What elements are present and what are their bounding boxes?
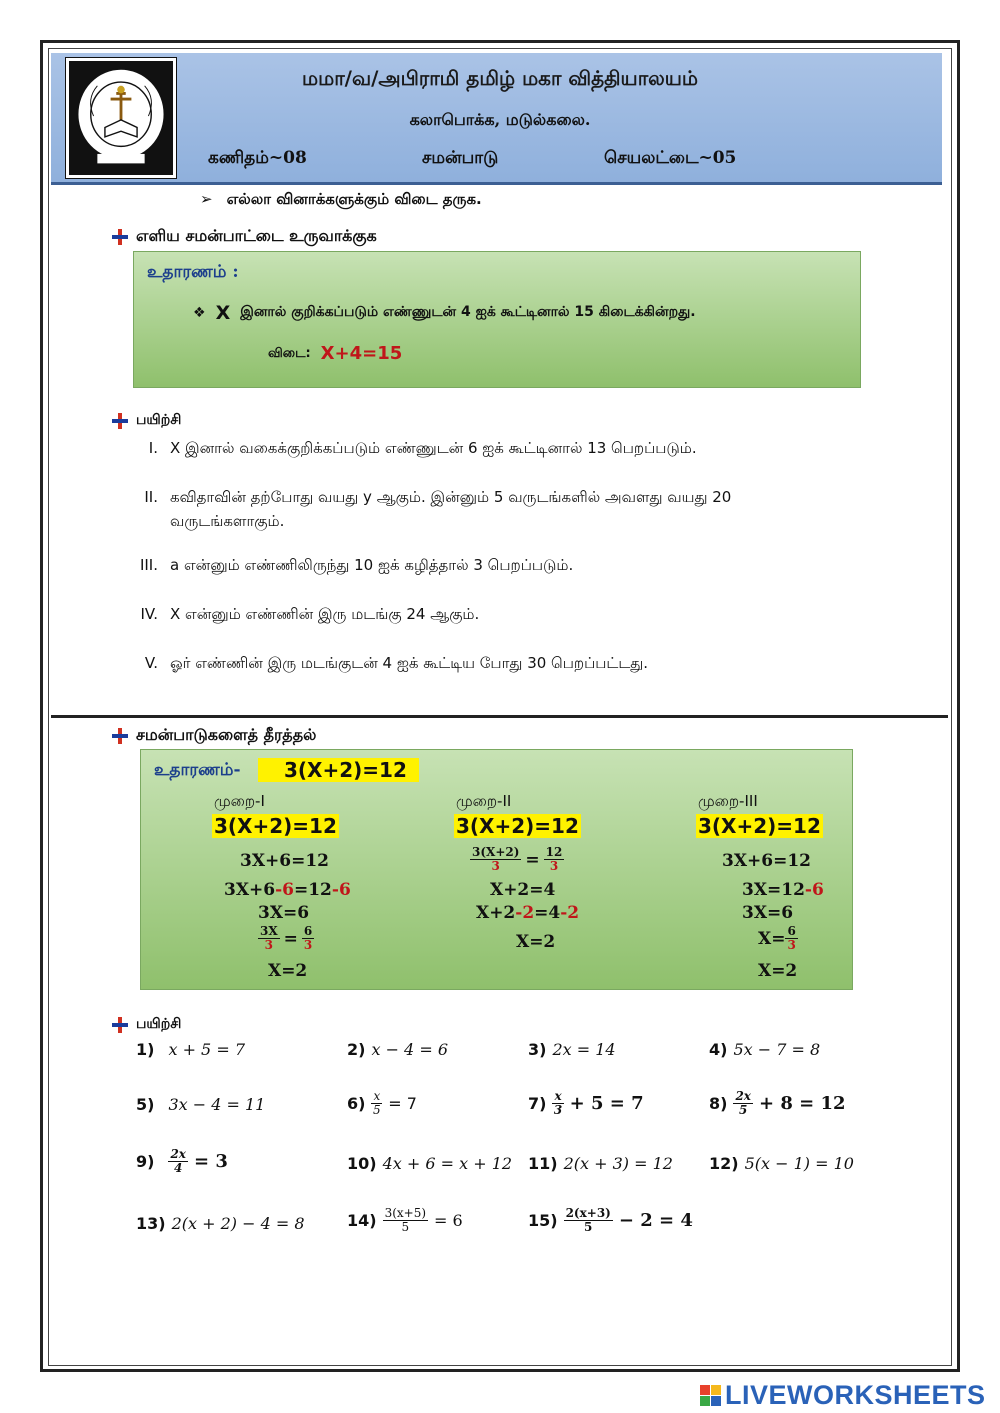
practice1-item xyxy=(130,485,860,535)
fraction xyxy=(470,846,521,873)
exercise-item xyxy=(347,1090,417,1117)
exercise-number: 10) xyxy=(347,1154,377,1173)
instruction xyxy=(200,190,482,210)
practice1-heading xyxy=(112,412,181,430)
exercise-item xyxy=(136,1148,228,1175)
exercise-item xyxy=(709,1090,846,1117)
exercise-rest: = 6 xyxy=(434,1211,463,1230)
exercise-number: 4) xyxy=(709,1040,728,1059)
fraction xyxy=(785,925,797,952)
numerator: x xyxy=(554,1089,562,1103)
denominator: 5 xyxy=(401,1220,410,1234)
numerator: 6 xyxy=(303,924,313,938)
exercise-item xyxy=(528,1090,644,1117)
method2-title: முறை-II xyxy=(456,792,512,810)
denominator: 3 xyxy=(787,938,796,952)
example2-equation: 3(X+2)=12 xyxy=(258,758,419,782)
step-part-red: -6 xyxy=(804,880,824,900)
numerator: 2x xyxy=(170,1147,186,1161)
denominator: 3 xyxy=(553,1103,563,1117)
numerator: 6 xyxy=(787,924,796,938)
exercise-number: 13) xyxy=(136,1214,166,1233)
step-part: =12 xyxy=(293,880,332,900)
liveworksheets-brand[interactable] xyxy=(700,1380,986,1411)
item-text: X என்னும் எண்ணின் இரு மடங்கு 24 ஆகும். xyxy=(170,605,480,623)
school-crest-icon xyxy=(69,61,173,175)
fraction xyxy=(371,1090,382,1117)
method2-answer: X=2 xyxy=(516,932,556,952)
practice2-heading-text: பயிற்சி xyxy=(136,1016,182,1032)
method1-step xyxy=(224,880,351,900)
exercise-item xyxy=(709,1040,820,1059)
item-number: I. xyxy=(148,439,158,457)
equals-sign: = xyxy=(525,849,540,870)
exercise-number: 6) xyxy=(347,1094,366,1113)
equals-sign: = xyxy=(283,928,298,949)
exercise-item xyxy=(347,1154,512,1173)
denominator: 5 xyxy=(584,1220,593,1234)
instruction-text: எல்லா வினாக்களுக்கும் விடை தருக. xyxy=(226,190,482,208)
method3-step: 3X=6 xyxy=(742,903,794,923)
example1-label: உதாரணம் : xyxy=(147,262,239,282)
exercise-number: 12) xyxy=(709,1154,739,1173)
method3-step: 3X+6=12 xyxy=(722,851,811,871)
exercise-expression: 5x − 7 = 8 xyxy=(733,1040,821,1059)
arrow-bullet-icon: ➢ xyxy=(200,190,213,208)
section2-heading-text: சமன்பாடுகளைத் தீரத்தல் xyxy=(136,725,317,744)
item-text: ஓர் எண்ணின் இரு மடங்குடன் 4 ஐக் கூட்டிய போது 30 பெறப்பட்டது. xyxy=(170,654,649,672)
fraction xyxy=(733,1090,753,1117)
item-text: கவிதாவின் தற்போது வயது y ஆகும். இன்னும் 5 வருடங்களில் அவளது வயது 20 xyxy=(170,488,732,506)
subject-label: கணிதம்~08 xyxy=(208,148,307,168)
section-divider xyxy=(51,715,948,718)
exercise-item xyxy=(136,1214,305,1233)
practice2-heading xyxy=(112,1016,181,1034)
exercise-number: 8) xyxy=(709,1094,728,1113)
plus-bullet-icon xyxy=(112,728,128,744)
method2-equation: 3(X+2)=12 xyxy=(456,814,579,838)
denominator: 3 xyxy=(491,859,500,873)
exercise-expression: 2x = 14 xyxy=(552,1040,616,1059)
denominator: 5 xyxy=(739,1103,748,1117)
exercise-number: 7) xyxy=(528,1094,547,1113)
fraction xyxy=(383,1207,428,1234)
item-text-continued: வருடங்களாகும். xyxy=(170,512,285,530)
method2-step xyxy=(476,903,579,923)
step-part-red: -6 xyxy=(275,880,294,900)
step-part: =4 xyxy=(534,903,561,923)
numerator: 12 xyxy=(545,845,563,859)
exercise-number: 1) xyxy=(136,1040,155,1059)
exercise-number: 9) xyxy=(136,1152,155,1171)
exercise-expression: x + 5 = 7 xyxy=(168,1040,245,1059)
section1-heading xyxy=(112,226,377,247)
topic-label: சமன்பாடு xyxy=(422,148,499,168)
item-number: III. xyxy=(139,556,158,574)
plus-bullet-icon xyxy=(112,413,128,429)
example1-text: இனால் குறிக்கப்படும் எண்ணுடன் 4 ஐக் கூட்டினால் 15 கிடைக்கின்றது. xyxy=(240,304,696,320)
example1-answer xyxy=(268,343,402,364)
exercise-rest: = 7 xyxy=(388,1094,417,1113)
exercise-number: 5) xyxy=(136,1095,155,1114)
fraction xyxy=(544,846,565,873)
exercise-expression: 2(x + 3) = 12 xyxy=(563,1154,673,1173)
method1-step: 3X=6 xyxy=(258,903,310,923)
exercise-number: 2) xyxy=(347,1040,366,1059)
exercise-number: 15) xyxy=(528,1211,558,1230)
item-number: IV. xyxy=(140,605,158,623)
practice1-heading-text: பயிற்சி xyxy=(136,412,182,428)
fraction xyxy=(258,925,280,952)
fraction xyxy=(168,1148,188,1175)
school-location: கலாபொக்க, மடுல்கலை. xyxy=(409,110,591,129)
practice1-item xyxy=(130,602,860,632)
plus-bullet-icon xyxy=(112,1017,128,1033)
brand-name: LIVEWORKSHEETS xyxy=(725,1380,986,1410)
method1-step: 3X+6=12 xyxy=(240,851,329,871)
method1-equation: 3(X+2)=12 xyxy=(214,814,337,838)
method1-fraction-step xyxy=(258,925,314,952)
practice1-item xyxy=(130,651,860,681)
example1-variable: X xyxy=(215,302,231,324)
fraction xyxy=(552,1090,563,1117)
liveworksheets-logo-icon xyxy=(700,1385,721,1406)
numerator: 3(x+5) xyxy=(384,1206,427,1220)
item-number: II. xyxy=(144,488,158,506)
step-part-red: -2 xyxy=(560,903,580,923)
exercise-number: 14) xyxy=(347,1211,377,1230)
denominator: 3 xyxy=(303,938,313,952)
exercise-expression: 4x + 6 = x + 12 xyxy=(382,1154,513,1173)
exercise-item xyxy=(528,1154,673,1173)
school-name: மமா/வ/அபிராமி தமிழ் மகா வித்தியாலயம் xyxy=(302,66,698,90)
exercise-item xyxy=(709,1154,854,1173)
denominator: 3 xyxy=(549,859,559,873)
exercise-expression: 2(x + 2) − 4 = 8 xyxy=(171,1214,305,1233)
exercise-item xyxy=(528,1207,693,1234)
method3-fraction-step xyxy=(758,925,798,952)
exercise-rest: + 8 = 12 xyxy=(758,1093,846,1114)
exercise-number: 3) xyxy=(528,1040,547,1059)
denominator: 4 xyxy=(174,1161,183,1175)
step-part-red: -2 xyxy=(515,903,535,923)
school-logo xyxy=(66,58,176,178)
exercise-item xyxy=(528,1040,616,1059)
example2-label: உதாரணம்- xyxy=(154,760,241,780)
worksheet-label: செயலட்டை~05 xyxy=(604,148,737,168)
numerator: 2x xyxy=(735,1089,751,1103)
numerator: 3X xyxy=(260,924,278,938)
method3-step xyxy=(742,880,824,900)
item-number: V. xyxy=(144,654,158,672)
item-text: a என்னும் எண்ணிலிருந்து 10 ஐக் கழித்தால் 3 பெறப்படும். xyxy=(170,556,574,574)
method1-title: முறை-I xyxy=(214,792,265,810)
method3-equation: 3(X+2)=12 xyxy=(698,814,821,838)
practice1-item xyxy=(130,553,860,583)
exercise-item xyxy=(136,1040,245,1059)
exercise-item xyxy=(347,1207,463,1234)
answer-value: X+4=15 xyxy=(320,343,403,364)
section1-heading-text: எளிய சமன்பாட்டை உருவாக்குக xyxy=(136,226,377,245)
numerator: x xyxy=(373,1089,381,1103)
method3-title: முறை-III xyxy=(698,792,758,810)
example1-statement xyxy=(193,302,696,324)
step-part: 3X=12 xyxy=(742,880,805,900)
fraction xyxy=(302,925,314,952)
exercise-expression: 5(x − 1) = 10 xyxy=(744,1154,854,1173)
exercise-item xyxy=(347,1040,448,1059)
numerator: 2(x+3) xyxy=(565,1206,611,1220)
exercise-rest: = 3 xyxy=(193,1151,228,1172)
exercise-expression: x − 4 = 6 xyxy=(371,1040,448,1059)
method2-fraction-step xyxy=(470,846,564,873)
fraction xyxy=(564,1207,613,1234)
practice1-item xyxy=(130,436,860,466)
diamond-bullet-icon: ❖ xyxy=(193,305,206,321)
item-text: X இனால் வகைக்குறிக்கப்படும் எண்ணுடன் 6 ஐக் கூட்டினால் 13 பெறப்படும். xyxy=(170,439,697,457)
step-part: X= xyxy=(758,928,786,949)
method2-step: X+2=4 xyxy=(490,880,556,900)
section2-heading xyxy=(112,725,316,746)
plus-bullet-icon xyxy=(112,229,128,245)
method3-answer: X=2 xyxy=(758,961,798,981)
numerator: 3(X+2) xyxy=(472,845,520,859)
denominator: 3 xyxy=(264,938,274,952)
exercise-number: 11) xyxy=(528,1154,558,1173)
answer-label: விடை: xyxy=(268,345,311,361)
exercise-rest: + 5 = 7 xyxy=(569,1093,644,1114)
exercise-item xyxy=(136,1095,265,1114)
step-part: X+2 xyxy=(476,903,516,923)
denominator: 5 xyxy=(373,1103,381,1117)
step-part-red: -6 xyxy=(331,880,351,900)
step-part: 3X+6 xyxy=(224,880,276,900)
method1-answer: X=2 xyxy=(268,961,308,981)
exercise-expression: 3x − 4 = 11 xyxy=(168,1095,266,1114)
exercise-rest: − 2 = 4 xyxy=(618,1210,693,1231)
